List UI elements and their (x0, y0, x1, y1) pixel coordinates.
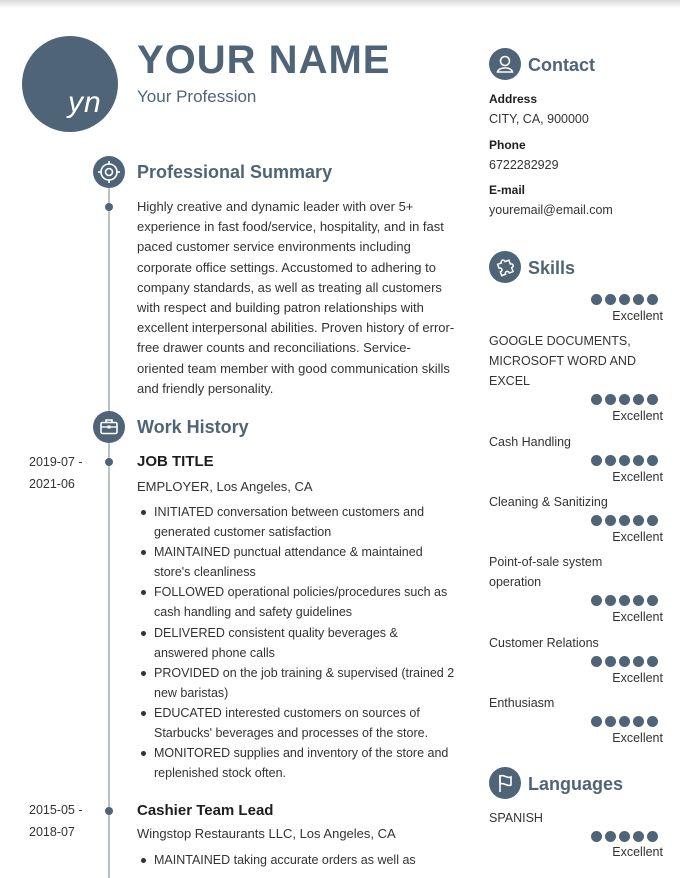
job-title: Cashier Team Lead (137, 802, 274, 819)
skill-level: Excellent (612, 610, 663, 624)
list-item: INITIATED conversation between customers and generated customer satisfaction (137, 502, 455, 542)
job-duties-list (137, 502, 455, 783)
skill-rating (591, 392, 663, 404)
address-value: CITY, CA, 900000 (489, 112, 589, 126)
skill-name: Cash Handling (489, 435, 571, 449)
list-item: MAINTAINED punctual attendance & maintained store's cleanliness (137, 542, 455, 582)
top-shadow (0, 0, 680, 8)
skill-rating (591, 292, 663, 304)
language-level: Excellent (612, 845, 663, 859)
skill-name: Point-of-sale system operation (489, 555, 603, 589)
job-duties-list (137, 850, 455, 870)
skill-level: Excellent (612, 530, 663, 544)
email-label: E-mail (489, 183, 526, 197)
summary-heading: Professional Summary (137, 162, 333, 182)
list-item: MAINTAINED taking accurate orders as well as (137, 850, 455, 870)
flag-icon (489, 767, 521, 799)
skill-name: Cleaning & Sanitizing (489, 495, 608, 509)
skill-rating (591, 453, 663, 465)
skill-rating (591, 654, 663, 666)
timeline-dot (105, 203, 113, 211)
skills-heading: Skills (528, 258, 576, 278)
address-label: Address (489, 92, 538, 106)
initials-avatar (22, 36, 118, 132)
skill-level: Excellent (612, 671, 663, 685)
skill-level: Excellent (612, 470, 663, 484)
timeline-dot (105, 458, 113, 466)
job-date-start: 2015-05 - (29, 803, 83, 817)
list-item: FOLLOWED operational policies/procedures such as cash handling and safety guidelines (137, 582, 455, 622)
job-date-start: 2019-07 - (29, 455, 83, 469)
skill-name: GOOGLE DOCUMENTS, MICROSOFT WORD AND EXCEL (489, 334, 636, 388)
list-item: PROVIDED on the job training & supervised (trained 2 new baristas) (137, 663, 455, 703)
list-item: MONITORED supplies and inventory of the store and replenished stock often. (137, 743, 455, 783)
job-date-end: 2021-06 (29, 477, 75, 491)
skill-name: Enthusiasm (489, 696, 555, 710)
puzzle-icon (489, 251, 521, 283)
job-employer: EMPLOYER, Los Angeles, CA (137, 479, 313, 494)
skill-level: Excellent (612, 309, 663, 323)
avatar-initials: yn (68, 86, 102, 119)
timeline-dot (105, 807, 113, 815)
candidate-name: YOUR NAME (137, 38, 391, 82)
target-icon (93, 156, 125, 188)
work-history-heading: Work History (137, 417, 249, 437)
contact-heading: Contact (528, 55, 595, 75)
list-item: EDUCATED interested customers on sources of Starbucks' beverages and processes of the store. (137, 703, 455, 743)
languages-heading: Languages (528, 774, 624, 794)
person-icon (489, 48, 521, 80)
briefcase-icon (93, 411, 125, 443)
phone-value: 6722282929 (489, 158, 559, 172)
phone-label: Phone (489, 138, 526, 152)
email-value[interactable]: youremail@email.com (489, 203, 613, 217)
summary-text: Highly creative and dynamic leader with over 5+ experience in fast food/service, hospitality, and in fast paced customer service environments including corporate office settings. Accustomed to adhering to company standards, as well as treating all customers with respect and building patron relationships with excellent interpersonal abilities. Proven history of error-free drawer counts and reconciliations. Service-oriented team member with good communication skills and friendly personality. (137, 199, 455, 396)
skill-rating (591, 513, 663, 525)
candidate-profession: Your Profession (137, 87, 257, 106)
skill-rating (591, 714, 663, 726)
language-name: SPANISH (489, 811, 543, 825)
language-rating (591, 829, 663, 841)
job-employer: Wingstop Restaurants LLC, Los Angeles, CA (137, 826, 396, 841)
list-item: DELIVERED consistent quality beverages & answered phone calls (137, 623, 455, 663)
job-date-end: 2018-07 (29, 825, 75, 839)
skill-level: Excellent (612, 731, 663, 745)
skill-level: Excellent (612, 409, 663, 423)
skill-rating (591, 593, 663, 605)
job-title: JOB TITLE (137, 453, 214, 470)
skill-name: Customer Relations (489, 636, 599, 650)
timeline-line (108, 188, 110, 878)
